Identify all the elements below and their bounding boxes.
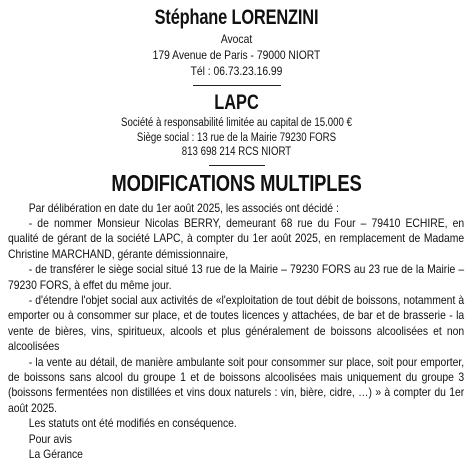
lawyer-title: Avocat: [220, 32, 253, 46]
closing: Pour avis: [28, 431, 72, 446]
company-seat: Siège social : 13 rue de la Mairie 79230 FORS: [136, 131, 337, 144]
lawyer-name: Stéphane LORENZINI: [154, 6, 319, 29]
notice-heading: MODIFICATIONS MULTIPLES: [111, 169, 362, 196]
company-name: LAPC: [214, 91, 259, 114]
company-legal-form: Société à responsabilité limitée au capital de 15.000 €: [121, 117, 352, 129]
lawyer-address: 179 Avenue de Paris - 79000 NIORT: [152, 48, 321, 62]
paragraph: - d'étendre l'objet social aux activités de «l'exploitation de tout débit de boissons, notamment à emporter ou à consommer sur place, et de toutes licences y attachées, de bar et de brasserie - la vente de bières, vins, spiritueux, alcools et plus généralement de boissons alcoolisées et non alcoolisées: [8, 292, 465, 354]
paragraph: - de nommer Monsieur Nicolas BERRY, demeurant 68 rue du Four – 79410 ECHIRE, en qualité de gérant de la société LAPC, à compter du 1er août 2025, en remplacement de Madame Christine MARCHAND, gérante démissionnaire,: [8, 215, 465, 261]
signature: La Gérance: [28, 447, 83, 461]
lawyer-header: [8, 4, 465, 79]
divider: [209, 165, 265, 166]
notice-body: [8, 201, 464, 463]
paragraph: Les statuts ont été modifiés en conséquence.: [28, 416, 237, 431]
company-block: [8, 90, 465, 160]
lawyer-phone: Tél : 06.73.23.16.99: [190, 64, 283, 78]
paragraph: - de transférer le siège social situé 13 rue de la Mairie – 79230 FORS au 23 rue de la Mairie – 79230 FORS, à effet du même jour.: [8, 262, 465, 292]
company-rcs: 813 698 214 RCS NIORT: [181, 146, 292, 158]
paragraph: Par délibération en date du 1er août 2025, les associés ont décidé :: [28, 200, 339, 215]
divider: [193, 85, 281, 86]
paragraph: - la vente au détail, de manière ambulante soit pour consommer sur place, soit pour emporter, de boissons sans alcool du groupe 1 et de boissons alcoolisées mais uniquement du groupe 3 (boissons fermentées non distillées et vins doux naturels : vin, bière, cidre, …) » à compter du 1er août 2025.: [8, 354, 465, 415]
